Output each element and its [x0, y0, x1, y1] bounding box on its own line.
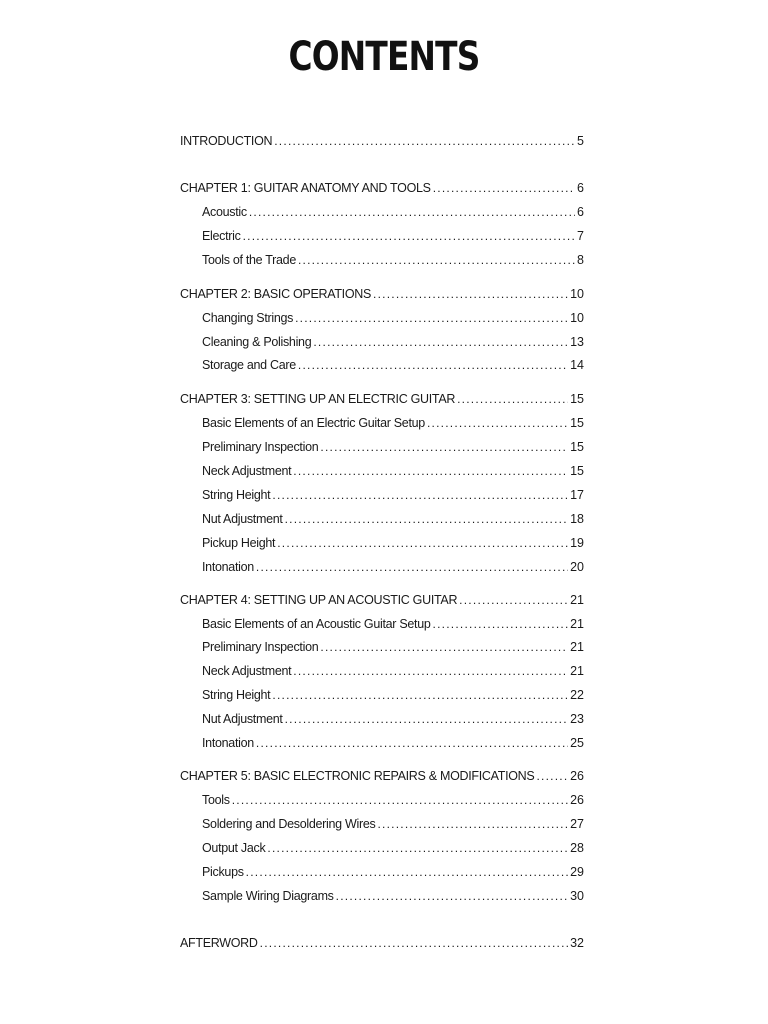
toc-entry-neck-adjustment-electric[interactable] [202, 464, 584, 484]
toc-entry-label: CHAPTER 1: GUITAR ANATOMY AND TOOLS [180, 181, 431, 195]
toc-entry-label: Neck Adjustment [202, 664, 292, 678]
toc-entry-storage-and-care[interactable] [202, 358, 584, 378]
toc-entry-label: Output Jack [202, 841, 266, 855]
toc-entry-label: CHAPTER 4: SETTING UP AN ACOUSTIC GUITAR [180, 593, 458, 607]
toc-entry-label: Nut Adjustment [202, 712, 283, 726]
toc-entry-label: String Height [202, 488, 271, 502]
toc-entry-label: Preliminary Inspection [202, 640, 319, 654]
dot-leader [256, 560, 568, 574]
toc-entry-output-jack[interactable] [202, 841, 584, 861]
toc-entry-label: CHAPTER 5: BASIC ELECTRONIC REPAIRS & MODIFICATIONS [180, 769, 535, 783]
dot-leader [320, 440, 568, 454]
dot-leader [459, 593, 568, 607]
toc-entry-afterword[interactable] [180, 936, 584, 956]
dot-leader [320, 640, 568, 654]
dot-leader [336, 889, 568, 903]
toc-entry-page: 30 [570, 889, 584, 903]
toc-entry-label: Sample Wiring Diagrams [202, 889, 334, 903]
toc-entry-label: Changing Strings [202, 311, 294, 325]
toc-entry-string-height-acoustic[interactable] [202, 688, 584, 708]
toc-entry-label: Nut Adjustment [202, 512, 283, 526]
toc-entry-page: 22 [570, 688, 584, 702]
dot-leader [260, 936, 568, 950]
toc-entry-basic-elements-acoustic[interactable] [202, 617, 584, 637]
toc-entry-page: 13 [570, 335, 584, 349]
dot-leader [373, 287, 568, 301]
toc-entry-page: 6 [577, 181, 584, 195]
toc-entry-nut-adjustment-acoustic[interactable] [202, 712, 584, 732]
dot-leader [232, 793, 568, 807]
toc-entry-intonation-electric[interactable] [202, 560, 584, 580]
toc-entry-page: 23 [570, 712, 584, 726]
toc-entry-string-height-electric[interactable] [202, 488, 584, 508]
toc-entry-tools[interactable] [202, 793, 584, 813]
toc-entry-page: 10 [570, 311, 584, 325]
toc-entry-changing-strings[interactable] [202, 311, 584, 331]
toc-entry-soldering-wires[interactable] [202, 817, 584, 837]
toc-entry-page: 28 [570, 841, 584, 855]
toc-entry-page: 5 [577, 134, 584, 148]
toc-entry-page: 15 [570, 392, 584, 406]
dot-leader [285, 712, 569, 726]
dot-leader [433, 617, 569, 631]
toc-entry-basic-elements-electric[interactable] [202, 416, 584, 436]
toc-entry-label: Basic Elements of an Electric Guitar Setup [202, 416, 425, 430]
toc-entry-acoustic[interactable] [202, 205, 584, 225]
dot-leader [377, 817, 568, 831]
page-title: CONTENTS [288, 34, 480, 80]
dot-leader [246, 865, 568, 879]
toc-entry-label: Cleaning & Polishing [202, 335, 312, 349]
toc-entry-label: Basic Elements of an Acoustic Guitar Setup [202, 617, 431, 631]
dot-leader [277, 536, 568, 550]
toc-entry-page: 8 [577, 253, 584, 267]
toc-entry-page: 27 [570, 817, 584, 831]
toc-entry-page: 17 [570, 488, 584, 502]
dot-leader [457, 392, 568, 406]
toc-entry-page: 20 [570, 560, 584, 574]
dot-leader [295, 311, 568, 325]
toc-entry-label: Neck Adjustment [202, 464, 292, 478]
toc-entry-page: 10 [570, 287, 584, 301]
toc-entry-page: 25 [570, 736, 584, 750]
dot-leader [256, 736, 568, 750]
toc-entry-page: 21 [570, 664, 584, 678]
toc-entry-label: Soldering and Desoldering Wires [202, 817, 376, 831]
dot-leader [272, 488, 568, 502]
toc-entry-pickups[interactable] [202, 865, 584, 885]
toc-entry-page: 26 [570, 793, 584, 807]
dot-leader [293, 664, 568, 678]
dot-leader [298, 253, 575, 267]
dot-leader [433, 181, 575, 195]
toc-entry-label: Intonation [202, 560, 254, 574]
toc-entry-page: 26 [570, 769, 584, 783]
toc-entry-page: 7 [577, 229, 584, 243]
toc-entry-intonation-acoustic[interactable] [202, 736, 584, 756]
dot-leader [274, 134, 575, 148]
toc-entry-electric[interactable] [202, 229, 584, 249]
dot-leader [536, 769, 568, 783]
toc-entry-label: Pickups [202, 865, 244, 879]
toc-entry-page: 21 [570, 593, 584, 607]
toc-entry-page: 6 [577, 205, 584, 219]
toc-entry-label: AFTERWORD [180, 936, 258, 950]
toc-entry-chapter-1[interactable] [180, 181, 584, 201]
toc-entry-chapter-4[interactable] [180, 593, 584, 613]
toc-entry-sample-wiring-diagrams[interactable] [202, 889, 584, 909]
toc-entry-label: String Height [202, 688, 271, 702]
toc-entry-label: Intonation [202, 736, 254, 750]
toc-entry-page: 15 [570, 416, 584, 430]
toc-entry-cleaning-polishing[interactable] [202, 335, 584, 355]
toc-entry-nut-adjustment-electric[interactable] [202, 512, 584, 532]
toc-entry-page: 29 [570, 865, 584, 879]
toc-entry-page: 14 [570, 358, 584, 372]
dot-leader [272, 688, 568, 702]
dot-leader [313, 335, 568, 349]
dot-leader [249, 205, 575, 219]
toc-entry-page: 18 [570, 512, 584, 526]
toc-entry-page: 21 [570, 617, 584, 631]
toc-entry-label: INTRODUCTION [180, 134, 273, 148]
toc-entry-page: 19 [570, 536, 584, 550]
toc-entry-chapter-3[interactable] [180, 392, 584, 412]
toc-entry-label: CHAPTER 3: SETTING UP AN ELECTRIC GUITAR [180, 392, 456, 406]
toc-entry-pickup-height[interactable] [202, 536, 584, 556]
toc-entry-introduction[interactable] [180, 134, 584, 154]
toc-entry-label: Preliminary Inspection [202, 440, 319, 454]
toc-entry-neck-adjustment-acoustic[interactable] [202, 664, 584, 684]
toc-entry-label: Acoustic [202, 205, 247, 219]
dot-leader [243, 229, 575, 243]
toc-entry-label: Tools of the Trade [202, 253, 296, 267]
dot-leader [427, 416, 568, 430]
toc-entry-preliminary-inspection-acoustic[interactable] [202, 640, 584, 660]
toc-entry-label: CHAPTER 2: BASIC OPERATIONS [180, 287, 372, 301]
toc-entry-label: Pickup Height [202, 536, 276, 550]
toc-entry-label: Tools [202, 793, 230, 807]
toc-entry-label: Electric [202, 229, 241, 243]
toc-entry-page: 15 [570, 440, 584, 454]
toc-entry-preliminary-inspection-electric[interactable] [202, 440, 584, 460]
toc-entry-page: 15 [570, 464, 584, 478]
toc-entry-page: 32 [570, 936, 584, 950]
dot-leader [267, 841, 568, 855]
toc-entry-label: Storage and Care [202, 358, 296, 372]
toc-entry-tools-of-the-trade[interactable] [202, 253, 584, 273]
toc-entry-chapter-2[interactable] [180, 287, 584, 307]
dot-leader [293, 464, 568, 478]
dot-leader [285, 512, 569, 526]
toc-entry-page: 21 [570, 640, 584, 654]
dot-leader [298, 358, 568, 372]
toc-entry-chapter-5[interactable] [180, 769, 584, 789]
